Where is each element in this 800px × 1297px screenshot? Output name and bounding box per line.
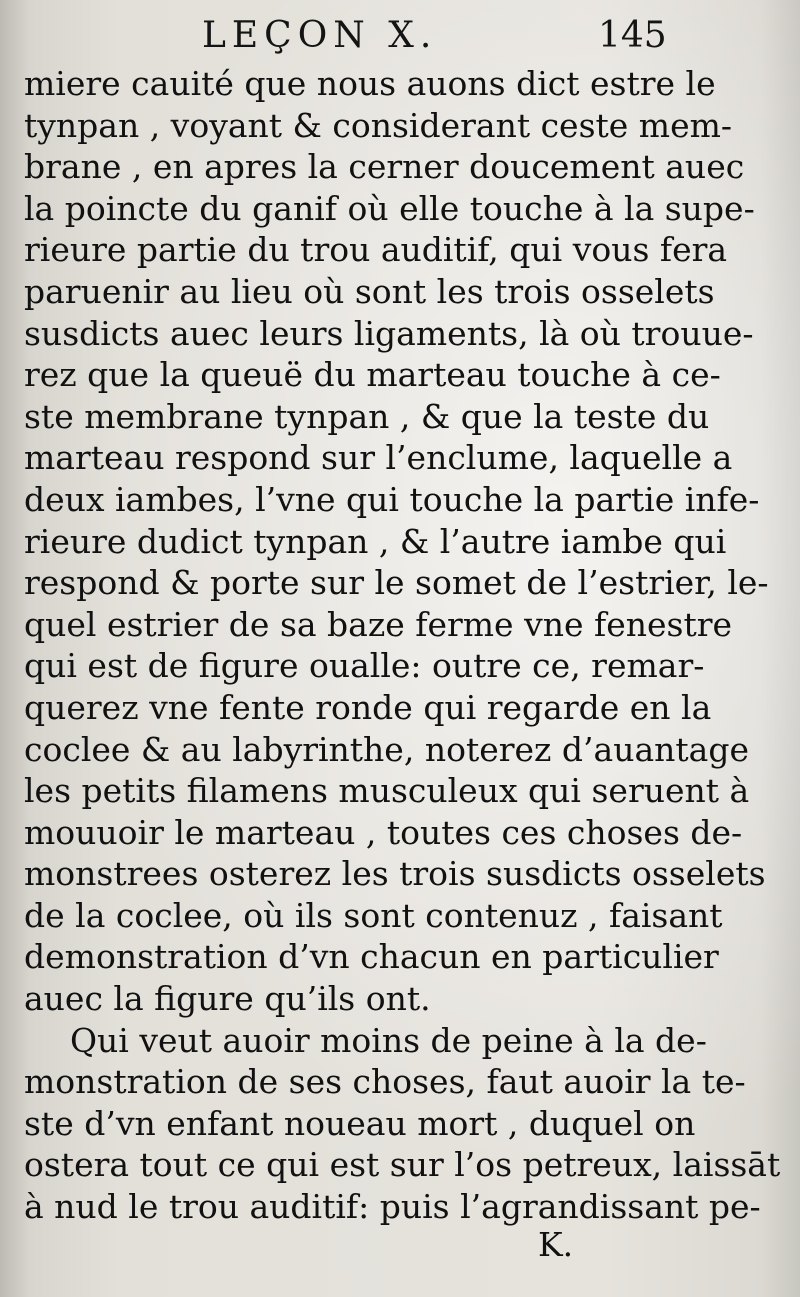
signature-mark: K. xyxy=(538,1225,574,1264)
text-line: demonstration d’vn chacun en particulier xyxy=(24,937,719,977)
text-line: qui est de figure oualle: outre ce, remar- xyxy=(24,646,705,686)
text-line: querez vne fente ronde qui regarde en la xyxy=(24,687,712,727)
text-line: monstration de ses choses, faut auoir la te- xyxy=(24,1062,746,1102)
text-line: de la coclee, où ils sont contenuz , faisant xyxy=(24,895,723,935)
text-line: quel estrier de sa baze ferme vne fenestre xyxy=(24,604,733,644)
text-line: ste d’vn enfant noueau mort , duquel on xyxy=(24,1103,696,1143)
text-line: ste membrane tynpan , & que la teste du xyxy=(24,396,710,436)
text-line: auec la figure qu’ils ont. xyxy=(24,979,431,1019)
text-line: marteau respond sur l’enclume, laquelle a xyxy=(24,438,733,478)
text-line: coclee & au labyrinthe, noterez d’auantage xyxy=(24,729,749,769)
text-line: rieure partie du trou auditif, qui vous fera xyxy=(24,230,728,270)
paragraph-first-line: Qui veut auoir moins de peine à la de- xyxy=(70,1020,707,1060)
text-line: ostera tout ce qui est sur l’os petreux, laissāt xyxy=(24,1145,781,1185)
text-line: les petits filamens musculeux qui seruent à xyxy=(24,771,750,811)
text-line: la poincte du ganif où elle touche à la supe- xyxy=(24,188,755,228)
running-title: LEÇON X. xyxy=(202,15,438,56)
text-line: rez que la queuë du marteau touche à ce- xyxy=(24,355,721,395)
text-line: tynpan , voyant & considerant ceste mem- xyxy=(24,105,733,145)
text-line: à nud le trou auditif: puis l’agrandissant pe- xyxy=(24,1187,761,1227)
text-line: respond & porte sur le somet de l’estrier, le- xyxy=(24,563,769,603)
text-line: rieure dudict tynpan , & l’autre iambe qui xyxy=(24,521,727,561)
text-line: miere cauité que nous auons dict estre le xyxy=(24,64,716,103)
text-line: susdicts auec leurs ligaments, là où trouue- xyxy=(24,313,754,353)
text-body xyxy=(24,63,781,1228)
text-line: brane , en apres la cerner doucement auec xyxy=(24,147,745,187)
text-line: deux iambes, l’vne qui touche la partie infe- xyxy=(24,479,760,519)
text-line: monstrees osterez les trois susdicts osselets xyxy=(24,854,766,894)
text-line: mouuoir le marteau , toutes ces choses de- xyxy=(24,812,743,852)
page-number: 145 xyxy=(598,15,667,56)
text-line: paruenir au lieu où sont les trois osselets xyxy=(24,271,715,311)
page-header xyxy=(0,12,800,60)
